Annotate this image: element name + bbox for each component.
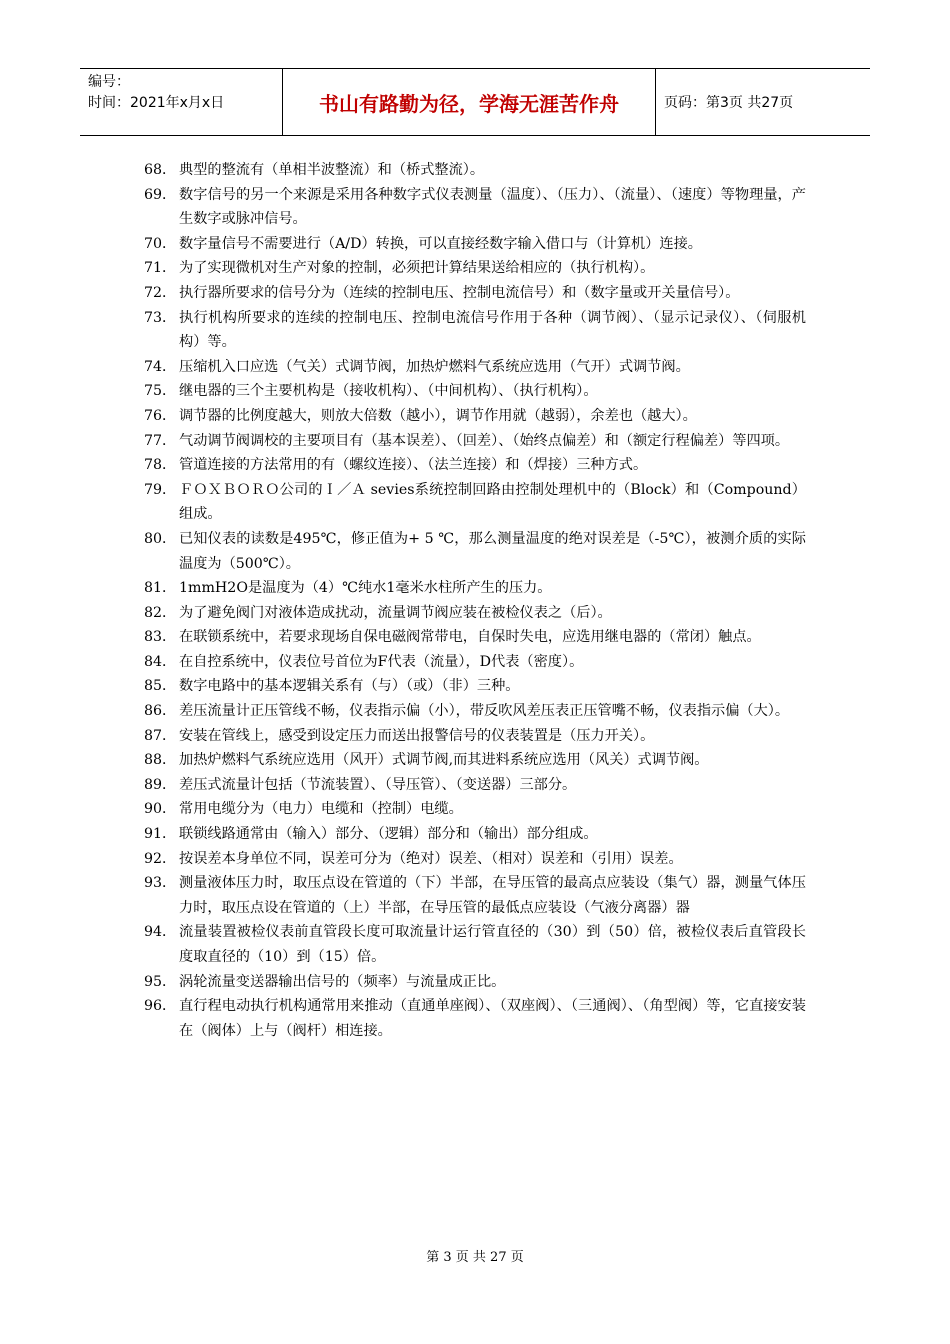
doc-date-label: 时间：2021年x月x日	[88, 95, 225, 111]
list-item	[144, 478, 806, 527]
list-item	[144, 674, 806, 699]
item-text: 继电器的三个主要机构是（接收机构）、（中间机构）、（执行机构）。	[179, 383, 598, 400]
item-number: 75．	[144, 383, 177, 400]
doc-code-label: 编号：	[88, 74, 130, 90]
item-number: 90．	[144, 801, 177, 818]
list-item	[144, 748, 806, 773]
item-text: 为了实现微机对生产对象的控制，必须把计算结果送给相应的（执行机构）。	[179, 260, 655, 277]
list-item	[144, 920, 806, 969]
item-text: 在自控系统中，仪表位号首位为F代表（流量），D代表（密度）。	[179, 653, 584, 670]
item-number: 91．	[144, 826, 177, 843]
item-text: 涡轮流量变送器输出信号的（频率）与流量成正比。	[179, 973, 506, 990]
document-header	[80, 68, 870, 136]
item-number: 93．	[144, 875, 177, 892]
item-text: 联锁线路通常由（输入）部分、（逻辑）部分和（输出）部分组成。	[179, 826, 598, 843]
list-item	[144, 699, 806, 724]
item-text: 管道连接的方法常用的有（螺纹连接）、（法兰连接）和（焊接）三种方式。	[179, 457, 648, 474]
item-number: 77．	[144, 432, 177, 449]
item-number: 73．	[144, 309, 177, 326]
item-number: 79．	[144, 481, 177, 498]
item-number: 68．	[144, 162, 177, 178]
list-item	[144, 232, 806, 257]
page-footer: 第 3 页 共 27 页	[426, 1250, 524, 1265]
list-item	[144, 183, 806, 232]
list-item	[144, 822, 806, 847]
list-item	[144, 355, 806, 380]
item-text: 测量液体压力时，取压点设在管道的（下）半部，在导压管的最高点应装设（集气）器，测量气体压力时，取压点设在管道的（上）半部，在导压管的最低点应装设（气液分离器）器	[179, 875, 806, 916]
list-item	[144, 797, 806, 822]
list-item	[144, 281, 806, 306]
item-text: 压缩机入口应选（气关）式调节阀，加热炉燃料气系统应选用（气开）式调节阀。	[179, 358, 690, 375]
item-text: 数字量信号不需要进行（A/D）转换，可以直接经数字输入借口与（计算机）连接。	[179, 235, 702, 252]
item-text: 常用电缆分为（电力）电缆和（控制）电缆。	[179, 801, 463, 818]
item-number: 84．	[144, 653, 177, 670]
item-text: 差压流量计正压管线不畅，仪表指示偏（小），带反吹风差压表正压管嘴不畅，仪表指示偏（大）。	[179, 703, 790, 720]
item-text: 为了避免阀门对液体造成扰动，流量调节阀应装在被检仪表之（后）。	[179, 604, 612, 621]
item-text: 按误差本身单位不同，误差可分为（绝对）误差、（相对）误差和（引用）误差。	[179, 850, 683, 867]
item-number: 81．	[144, 580, 177, 597]
list-item	[144, 576, 806, 601]
item-text: 1mmH2O是温度为（4）℃纯水1毫米水柱所产生的压力。	[179, 580, 552, 597]
item-number: 83．	[144, 629, 177, 646]
item-text: 气动调节阀调校的主要项目有（基本误差）、（回差）、（始终点偏差）和（额定行程偏差）等四项。	[179, 432, 790, 449]
list-item	[144, 306, 806, 355]
item-number: 96．	[144, 998, 177, 1015]
item-number: 95．	[144, 973, 177, 990]
item-number: 70．	[144, 235, 177, 252]
list-item	[144, 527, 806, 576]
item-text: 典型的整流有（单相半波整流）和（桥式整流）。	[179, 162, 485, 178]
list-item	[144, 404, 806, 429]
header-page-info: 页码：第3页 共27页	[664, 95, 794, 111]
item-text: 直行程电动执行机构通常用来推动（直通单座阀）、（双座阀）、（三通阀）、（角型阀）等，它直接安装在（阀体）上与（阀杆）相连接。	[179, 998, 806, 1039]
item-number: 71．	[144, 260, 177, 277]
question-list	[144, 158, 806, 1043]
list-item	[144, 994, 806, 1043]
list-item	[144, 379, 806, 404]
item-number: 85．	[144, 678, 177, 695]
item-text: 加热炉燃料气系统应选用（风开）式调节阀,而其进料系统应选用（风关）式调节阀。	[179, 752, 709, 769]
item-number: 69．	[144, 186, 177, 203]
list-item	[144, 429, 806, 454]
item-text: 差压式流量计包括（节流装置）、（导压管）、（变送器）三部分。	[179, 776, 577, 793]
item-number: 87．	[144, 727, 177, 744]
item-number: 78．	[144, 457, 177, 474]
item-text: 数字信号的另一个来源是采用各种数字式仪表测量（温度）、（压力）、（流量）、（速度）等物理量，产生数字或脉冲信号。	[179, 186, 806, 228]
list-item	[144, 601, 806, 626]
item-text: 在联锁系统中，若要求现场自保电磁阀常带电，自保时失电，应选用继电器的（常闭）触点。	[179, 629, 761, 646]
list-item	[144, 256, 806, 281]
item-text: 数字电路中的基本逻辑关系有（与）（或）（非）三种。	[179, 678, 520, 695]
list-item	[144, 724, 806, 749]
list-item	[144, 158, 806, 183]
item-number: 88．	[144, 752, 177, 769]
list-item	[144, 847, 806, 872]
item-text: 执行器所要求的信号分为（连续的控制电压、控制电流信号）和（数字量或开关量信号）。	[179, 284, 740, 301]
list-item	[144, 625, 806, 650]
item-text: 已知仪表的读数是495℃，修正值为+ 5 ℃，那么测量温度的绝对误差是（-5℃），被测介质的实际温度为（500℃）。	[179, 530, 806, 572]
item-number: 76．	[144, 407, 177, 424]
header-motto: 书山有路勤为径，学海无涯苦作舟	[282, 69, 656, 135]
item-number: 94．	[144, 924, 177, 941]
item-text: 安装在管线上，感受到设定压力而送出报警信号的仪表装置是（压力开关）。	[179, 727, 655, 744]
list-item	[144, 773, 806, 798]
header-meta	[80, 69, 282, 135]
list-item	[144, 453, 806, 478]
item-number: 80．	[144, 530, 177, 547]
list-item	[144, 650, 806, 675]
item-text: 调节器的比例度越大，则放大倍数（越小），调节作用就（越弱），余差也（越大）。	[179, 407, 697, 424]
list-item	[144, 970, 806, 995]
item-text: ＦＯＸＢＯＲＯ公司的Ｉ／Ａ sevies系统控制回路由控制处理机中的（Block）和（Compound）组成。	[179, 481, 806, 523]
item-number: 72．	[144, 284, 177, 301]
item-number: 74．	[144, 358, 177, 375]
list-item	[144, 871, 806, 920]
item-number: 86．	[144, 703, 177, 720]
item-text: 执行机构所要求的连续的控制电压、控制电流信号作用于各种（调节阀）、（显示记录仪）、（伺服机构）等。	[179, 309, 806, 351]
item-number: 82．	[144, 604, 177, 621]
item-number: 89．	[144, 776, 177, 793]
item-text: 流量装置被检仪表前直管段长度可取流量计运行管直径的（30）到（50）倍，被检仪表后直管段长度取直径的（10）到（15）倍。	[179, 924, 806, 965]
item-number: 92．	[144, 850, 177, 867]
